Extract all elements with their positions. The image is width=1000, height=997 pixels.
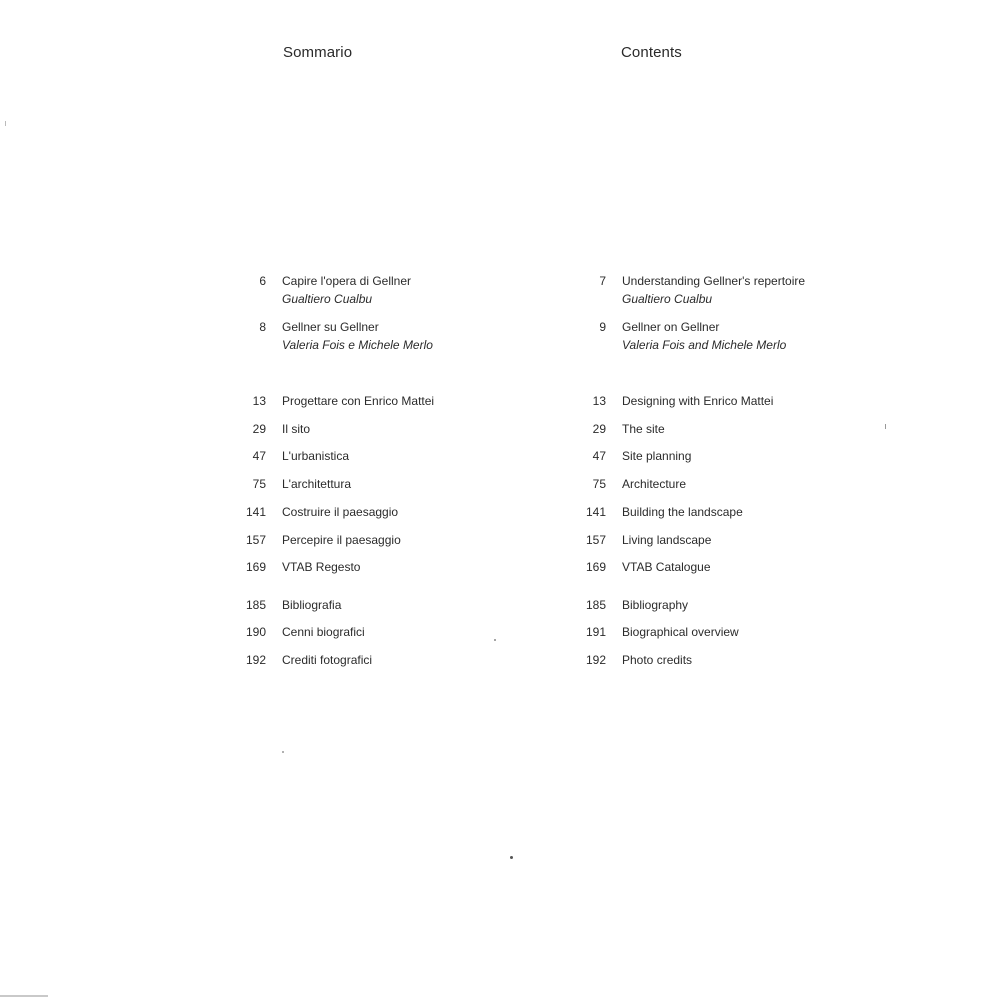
page-number: 6: [259, 274, 266, 288]
page-number: 169: [585, 560, 606, 574]
page-number: 29: [252, 422, 266, 436]
entry-title: Designing with Enrico Mattei: [622, 394, 774, 408]
entry-title: Bibliografia: [282, 598, 342, 612]
scan-speck: [510, 856, 513, 859]
page-number: 141: [585, 505, 606, 519]
sommario-heading: Sommario: [283, 44, 353, 61]
page-number: 191: [585, 625, 606, 639]
entry-title: Costruire il paesaggio: [282, 505, 399, 519]
page-number: 190: [245, 625, 266, 639]
page-number: 47: [592, 449, 606, 463]
entry-title: Site planning: [622, 449, 692, 463]
entry-title: L'architettura: [282, 477, 351, 491]
page-number: 7: [599, 274, 606, 288]
entry-title: Gellner on Gellner: [622, 320, 720, 334]
page-number: 185: [585, 598, 606, 612]
entry-title: Il sito: [282, 422, 311, 436]
page-number: 75: [592, 477, 606, 491]
entry-title: Photo credits: [622, 653, 693, 667]
entry-title: Understanding Gellner's repertoire: [622, 274, 806, 288]
entry-title: VTAB Regesto: [282, 560, 361, 574]
page-number: 29: [592, 422, 606, 436]
page-number: 141: [245, 505, 266, 519]
scan-speck: [494, 639, 496, 641]
entry-title: Gellner su Gellner: [282, 320, 379, 334]
page-number: 169: [245, 560, 266, 574]
entry-author: Valeria Fois and Michele Merlo: [622, 338, 787, 352]
page-number: 157: [245, 533, 266, 547]
entry-title: The site: [622, 422, 665, 436]
page-number: 185: [245, 598, 266, 612]
entry-title: Bibliography: [622, 598, 689, 612]
entry-title: Cenni biografici: [282, 625, 365, 639]
entry-title: L'urbanistica: [282, 449, 349, 463]
page-number: 9: [599, 320, 606, 334]
contents-heading: Contents: [621, 44, 682, 61]
entry-title: Living landscape: [622, 533, 712, 547]
page-number: 192: [245, 653, 266, 667]
entry-title: Percepire il paesaggio: [282, 533, 401, 547]
entry-title: Building the landscape: [622, 505, 743, 519]
entry-title: Crediti fotografici: [282, 653, 373, 667]
page-number: 13: [252, 394, 266, 408]
entry-author: Gualtiero Cualbu: [282, 292, 373, 306]
entry-title: VTAB Catalogue: [622, 560, 711, 574]
page-number: 47: [252, 449, 266, 463]
page-number: 8: [259, 320, 266, 334]
scan-speck: [885, 424, 886, 429]
entry-author: Valeria Fois e Michele Merlo: [282, 338, 433, 352]
scan-speck: [282, 751, 284, 753]
entry-author: Gualtiero Cualbu: [622, 292, 713, 306]
entry-title: Progettare con Enrico Mattei: [282, 394, 435, 408]
page-number: 192: [585, 653, 606, 667]
entry-title: Architecture: [622, 477, 687, 491]
entry-title: Capire l'opera di Gellner: [282, 274, 412, 288]
page-number: 157: [585, 533, 606, 547]
page-number: 13: [592, 394, 606, 408]
entry-title: Biographical overview: [622, 625, 739, 639]
page-number: 75: [252, 477, 266, 491]
scan-speck: [5, 121, 6, 126]
